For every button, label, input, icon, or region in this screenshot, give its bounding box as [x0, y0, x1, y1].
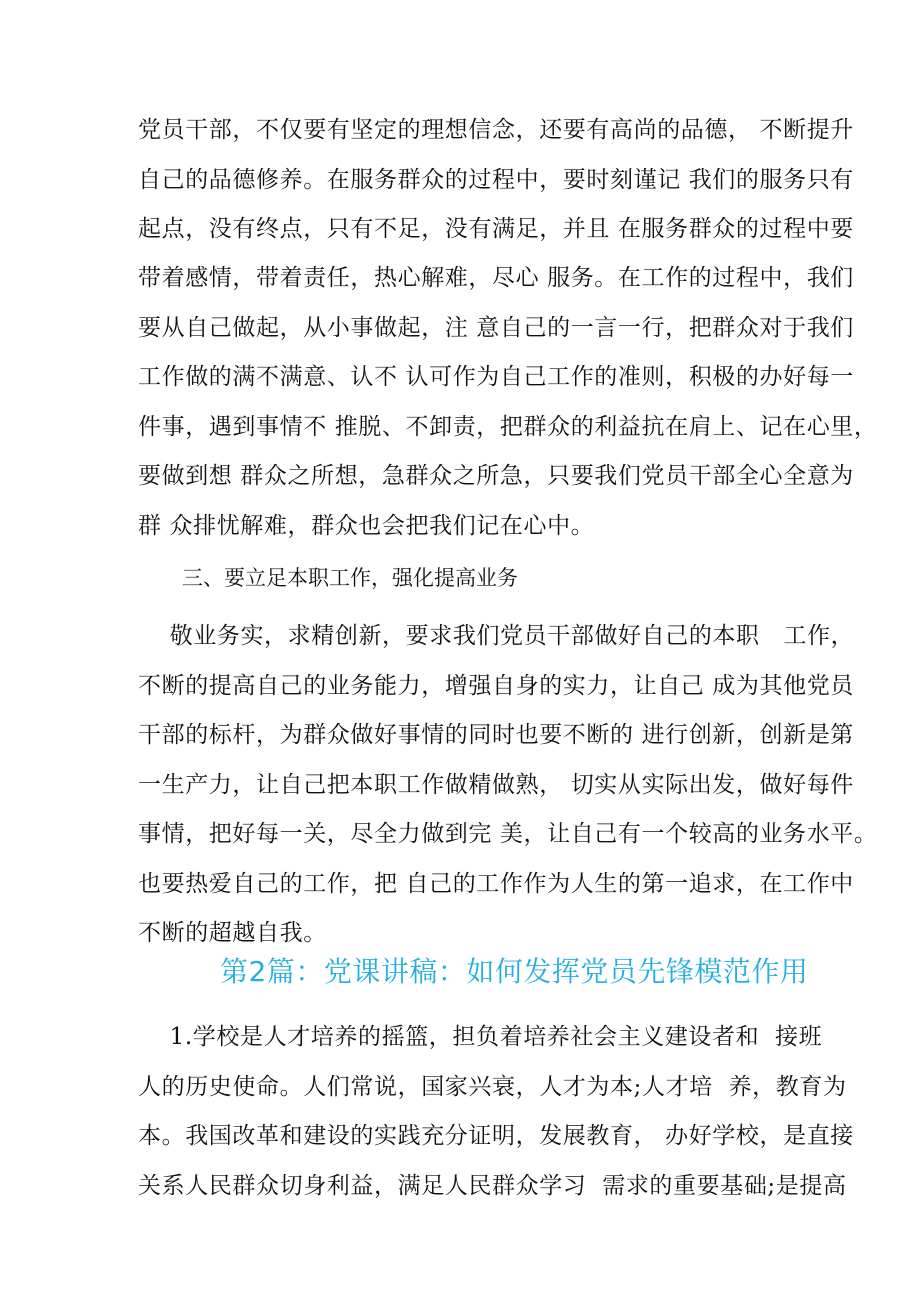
paragraph-line: 一生产力，让自己把本职工作做精做熟， 切实从实际出发，做好每件	[138, 772, 854, 798]
paragraph-line: 党员干部，不仅要有坚定的理想信念，还要有高尚的品德， 不断提升	[138, 117, 854, 143]
paragraph-line: 也要热爱自己的工作，把 自己的工作作为人生的第一追求，在工作中	[138, 871, 854, 897]
paragraph-line: 事情，把好每一关，尽全力做到完 美，让自己有一个较高的业务水平。	[138, 821, 878, 847]
paragraph-line: 本。我国改革和建设的实践充分证明，发展教育， 办好学校，是直接	[138, 1123, 854, 1149]
paragraph-line: 不断的提高自己的业务能力，增强自身的实力，让自己 成为其他党员	[138, 673, 854, 699]
paragraph-line: 干部的标杆，为群众做好事情的同时也要不断的 进行创新，创新是第	[138, 722, 854, 748]
paragraph-line: 要做到想 群众之所想，急群众之所急，只要我们党员干部全心全意为	[138, 463, 854, 489]
section-heading: 三、要立足本职工作，强化提高业务	[182, 566, 518, 590]
paragraph-line: 群 众排忧解难，群众也会把我们记在心中。	[138, 513, 595, 539]
paragraph-line: 敬业务实，求精创新，要求我们党员干部做好自己的本职 工作，	[138, 623, 855, 649]
paragraph-line: 要从自己做起，从小事做起，注 意自己的一言一行，把群众对于我们	[138, 315, 854, 341]
paragraph-line: 不断的超越自我。	[138, 920, 327, 946]
chapter-title: 第2篇：党课讲稿：如何发挥党员先锋模范作用	[220, 955, 809, 988]
paragraph-line: 人的历史使命。人们常说，国家兴衰，人才为本;人才培 养，教育为	[138, 1074, 847, 1100]
paragraph-line: 件事，遇到事情不 推脱、不卸责，把群众的利益抗在肩上、记在心里，	[138, 414, 878, 440]
paragraph-line: 带着感情，带着责任，热心解难，尽心 服务。在工作的过程中，我们	[138, 265, 854, 291]
paragraph-line: 工作做的满不满意、认不 认可作为自己工作的准则，积极的办好每一	[138, 364, 854, 390]
paragraph-line: 关系人民群众切身利益，满足人民群众学习 需求的重要基础;是提高	[138, 1173, 847, 1199]
paragraph-line: 自己的品德修养。在服务群众的过程中，要时刻谨记 我们的服务只有	[138, 167, 854, 193]
paragraph-line: 起点，没有终点，只有不足，没有满足，并且 在服务群众的过程中要	[138, 216, 854, 242]
paragraph-line: 1.学校是人才培养的摇篮，担负着培养社会主义建设者和 接班	[138, 1024, 823, 1050]
